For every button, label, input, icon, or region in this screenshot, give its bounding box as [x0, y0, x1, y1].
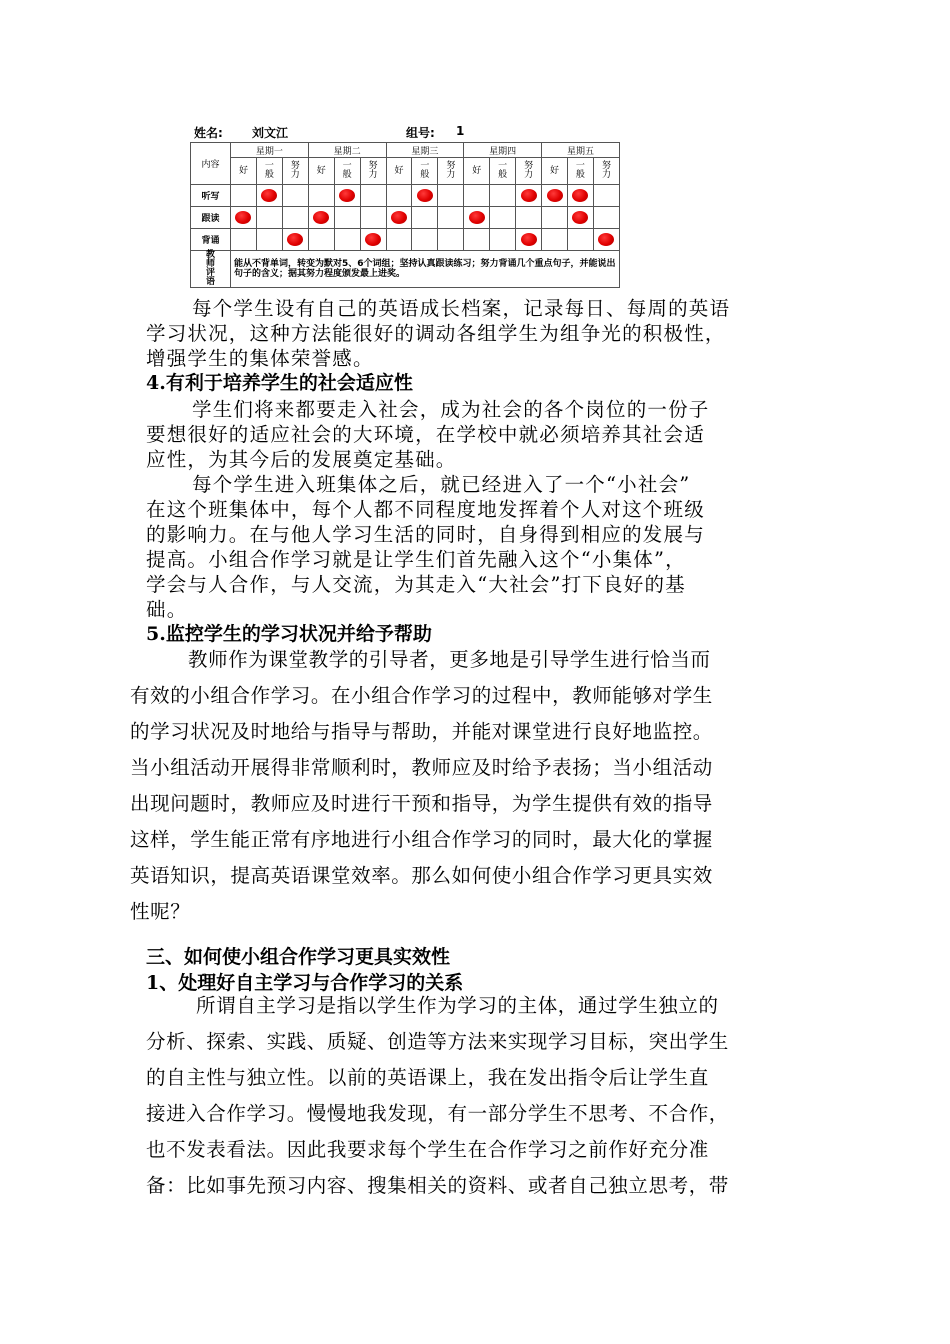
record-cell — [567, 229, 593, 251]
content-header: 内容 — [191, 143, 231, 185]
grade-header-text: 努力 — [601, 161, 611, 180]
text-line: 性呢？ — [130, 900, 191, 923]
section-heading-4: 4.有利于培养学生的社会适应性 — [146, 372, 413, 394]
grade-header — [593, 158, 619, 185]
record-cell — [334, 229, 360, 251]
grade-header — [412, 158, 438, 185]
grade-header-text: 好 — [472, 166, 482, 176]
record-row — [191, 229, 620, 251]
record-cell — [516, 229, 542, 251]
grade-header-text: 一般 — [575, 161, 585, 180]
record-cell — [593, 207, 619, 229]
text-line: 备：比如事先预习内容、搜集相关的资料、或者自己独立思考，带 — [146, 1174, 729, 1197]
record-table — [190, 142, 620, 288]
record-cell — [282, 229, 308, 251]
grade-header — [308, 158, 334, 185]
group-label: 组号: — [406, 126, 435, 140]
grade-header — [360, 158, 386, 185]
grade-header-text: 努力 — [368, 161, 378, 180]
growth-record-card — [190, 122, 620, 288]
paragraph-archive — [146, 296, 826, 371]
red-dot-mark — [469, 211, 485, 224]
grade-header — [334, 158, 360, 185]
record-cell — [542, 185, 568, 207]
text-line: 应性，为其今后的发展奠定基础。 — [146, 448, 457, 471]
red-dot-mark — [521, 233, 537, 246]
record-cell — [231, 185, 257, 207]
grade-header — [490, 158, 516, 185]
red-dot-mark — [339, 189, 355, 202]
record-cell — [308, 207, 334, 229]
record-cell — [282, 207, 308, 229]
record-cell — [308, 229, 334, 251]
day-header: 星期三 — [386, 143, 464, 158]
day-header: 星期一 — [231, 143, 309, 158]
text-line: 这样，学生能正常有序地进行小组合作学习的同时，最大化的掌握 — [130, 828, 713, 851]
section-heading-three: 三、如何使小组合作学习更具实效性 — [146, 946, 451, 968]
record-cell — [256, 207, 282, 229]
record-header — [190, 122, 620, 142]
grade-header-text: 好 — [238, 166, 248, 176]
grade-header — [282, 158, 308, 185]
grade-header-text: 好 — [550, 166, 560, 176]
record-cell — [231, 229, 257, 251]
record-cell — [412, 229, 438, 251]
record-cell — [567, 207, 593, 229]
text-line: 的影响力。在与他人学习生活的同时，自身得到相应的发展与 — [146, 523, 705, 546]
text-line: 要想很好的适应社会的大环境，在学校中就必须培养其社会适 — [146, 423, 705, 446]
subsection-heading-1: 1、处理好自主学习与合作学习的关系 — [146, 972, 464, 994]
record-cell — [386, 229, 412, 251]
record-cell — [231, 207, 257, 229]
red-dot-mark — [235, 211, 251, 224]
record-cell — [542, 207, 568, 229]
record-cell — [464, 185, 490, 207]
record-cell — [567, 185, 593, 207]
record-cell — [360, 229, 386, 251]
text-line: 英语知识，提高英语课堂效率。那么如何使小组合作学习更具实效 — [130, 864, 713, 887]
section-heading-5: 5.监控学生的学习状况并给予帮助 — [146, 623, 432, 645]
paragraph-autonomy — [146, 988, 836, 1204]
paragraph-monitor — [130, 642, 830, 930]
text-line: 在这个班集体中，每个人都不同程度地发挥着个人对这个班级 — [146, 498, 705, 521]
grade-header-text: 一般 — [498, 161, 508, 180]
record-cell — [438, 185, 464, 207]
text-line: 分析、探索、实践、质疑、创造等方法来实现学习目标，突出学生 — [146, 1030, 729, 1053]
record-cell — [542, 229, 568, 251]
grade-header-text: 一般 — [342, 161, 352, 180]
red-dot-mark — [572, 189, 588, 202]
red-dot-mark — [391, 211, 407, 224]
comment-label — [191, 251, 231, 288]
text-line: 接进入合作学习。慢慢地我发现，有一部分学生不思考、不合作， — [146, 1102, 729, 1125]
day-header: 星期五 — [542, 143, 620, 158]
text-line: 学会与人合作，与人交流，为其走入“大社会”打下良好的基 — [146, 573, 686, 596]
record-cell — [593, 185, 619, 207]
day-header: 星期四 — [464, 143, 542, 158]
days-row — [191, 143, 620, 158]
record-cell — [490, 229, 516, 251]
red-dot-mark — [598, 233, 614, 246]
student-name: 刘文江 — [252, 126, 289, 140]
text-line: 有效的小组合作学习。在小组合作学习的过程中，教师能够对学生 — [130, 684, 713, 707]
record-cell — [438, 229, 464, 251]
red-dot-mark — [572, 211, 588, 224]
grades-row — [191, 158, 620, 185]
text-line: 出现问题时，教师应及时进行干预和指导，为学生提供有效的指导 — [130, 792, 713, 815]
record-cell — [256, 229, 282, 251]
grade-header — [567, 158, 593, 185]
record-cell — [516, 185, 542, 207]
record-row — [191, 185, 620, 207]
red-dot-mark — [313, 211, 329, 224]
red-dot-mark — [417, 189, 433, 202]
paragraph-social — [146, 397, 826, 472]
name-label: 姓名: — [194, 126, 223, 140]
grade-header-text: 努力 — [290, 161, 300, 180]
text-line: 学习状况，这种方法能很好的调动各组学生为组争光的积极性， — [146, 322, 726, 345]
paragraph-class — [146, 472, 826, 622]
row-label: 跟读 — [191, 207, 231, 229]
grade-header-text: 好 — [394, 166, 404, 176]
text-line: 教师作为课堂教学的引导者，更多地是引导学生进行恰当而 — [188, 648, 711, 671]
group-number: 1 — [456, 124, 465, 138]
record-cell — [464, 229, 490, 251]
text-line: 学生们将来都要走入社会，成为社会的各个岗位的一份子 — [192, 398, 710, 421]
text-line: 每个学生设有自己的英语成长档案，记录每日、每周的英语 — [192, 297, 731, 320]
record-cell — [256, 185, 282, 207]
red-dot-mark — [521, 189, 537, 202]
row-label: 背诵 — [191, 229, 231, 251]
red-dot-mark — [365, 233, 381, 246]
red-dot-mark — [547, 189, 563, 202]
text-line: 所谓自主学习是指以学生作为学习的主体，通过学生独立的 — [196, 994, 719, 1017]
text-line: 也不发表看法。因此我要求每个学生在合作学习之前作好充分准 — [146, 1138, 709, 1161]
comment-row — [191, 251, 620, 288]
day-header: 星期二 — [308, 143, 386, 158]
comment-label-text: 教师评语 — [205, 250, 215, 287]
grade-header-text: 好 — [316, 166, 326, 176]
record-cell — [282, 185, 308, 207]
grade-header — [438, 158, 464, 185]
record-cell — [386, 207, 412, 229]
record-cell — [334, 207, 360, 229]
text-line: 每个学生进入班集体之后，就已经进入了一个“小社会” — [192, 473, 691, 496]
record-cell — [360, 185, 386, 207]
text-line: 增强学生的集体荣誉感。 — [146, 347, 374, 370]
grade-header-text: 努力 — [446, 161, 456, 180]
grade-header — [464, 158, 490, 185]
grade-header — [542, 158, 568, 185]
record-cell — [412, 207, 438, 229]
record-cell — [490, 207, 516, 229]
row-label: 听写 — [191, 185, 231, 207]
grade-header — [386, 158, 412, 185]
record-cell — [360, 207, 386, 229]
record-cell — [334, 185, 360, 207]
record-cell — [386, 185, 412, 207]
record-cell — [593, 229, 619, 251]
record-cell — [412, 185, 438, 207]
red-dot-mark — [287, 233, 303, 246]
grade-header-text: 一般 — [420, 161, 430, 180]
record-row — [191, 207, 620, 229]
record-cell — [490, 185, 516, 207]
record-cell — [308, 185, 334, 207]
text-line: 础。 — [146, 598, 188, 621]
record-cell — [464, 207, 490, 229]
grade-header-text: 一般 — [264, 161, 274, 180]
grade-header — [256, 158, 282, 185]
text-line: 的自主性与独立性。以前的英语课上，我在发出指令后让学生直 — [146, 1066, 709, 1089]
record-cell — [438, 207, 464, 229]
grade-header — [516, 158, 542, 185]
grade-header-text: 努力 — [524, 161, 534, 180]
text-line: 当小组活动开展得非常顺利时，教师应及时给予表扬；当小组活动 — [130, 756, 713, 779]
grade-header — [231, 158, 257, 185]
text-line: 提高。小组合作学习就是让学生们首先融入这个“小集体”， — [146, 548, 686, 571]
record-cell — [516, 207, 542, 229]
text-line: 的学习状况及时地给与指导与帮助，并能对课堂进行良好地监控。 — [130, 720, 713, 743]
red-dot-mark — [261, 189, 277, 202]
teacher-comment: 能从不背单词，转变为默对5、6个词组；坚持认真跟读练习；努力背诵几个重点句子，并能说出句子的含义；据其努力程度颁发最上进奖。 — [231, 251, 620, 288]
